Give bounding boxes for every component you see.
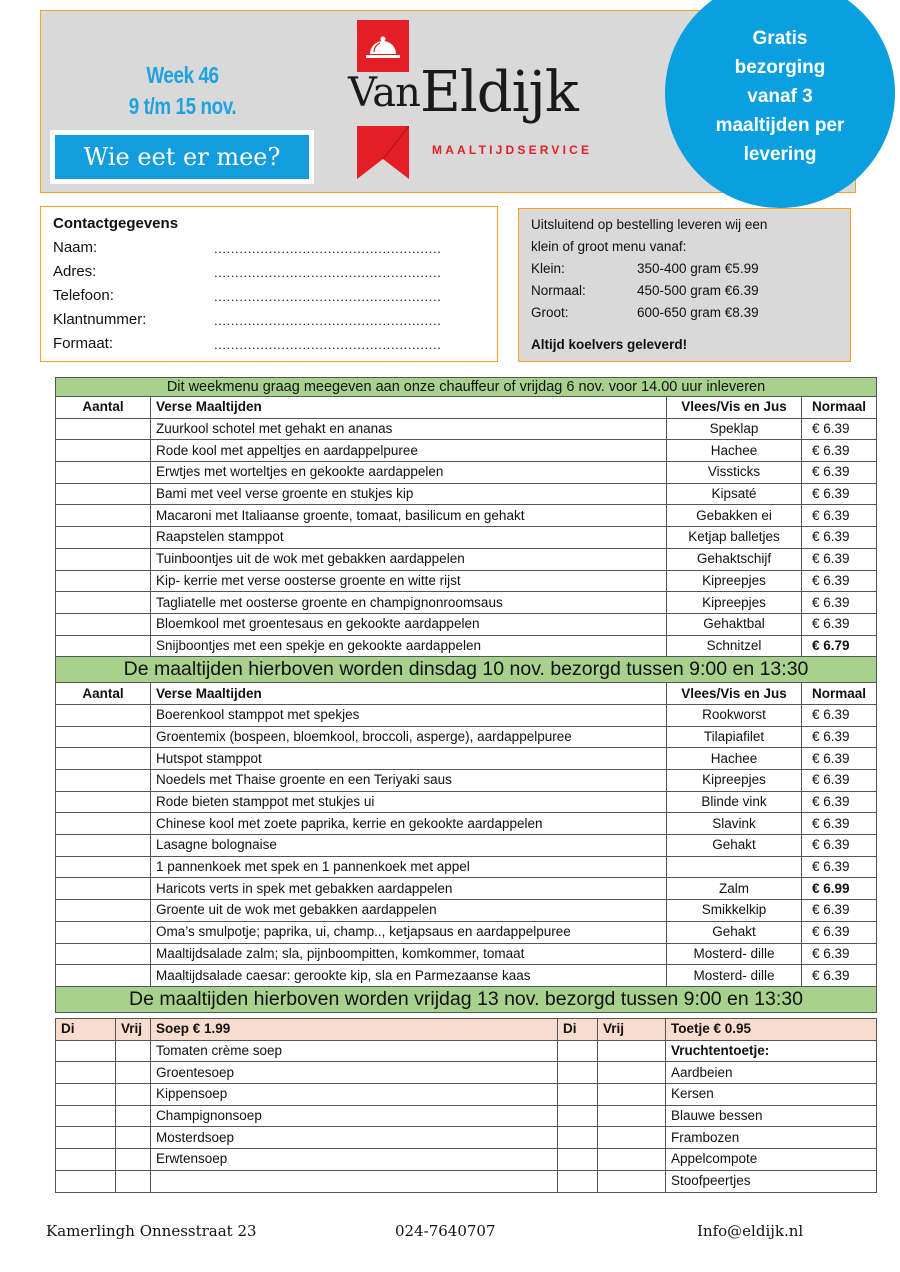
- field-label-adres: Adres:: [53, 263, 97, 280]
- meal-meat: Blinde vink: [667, 791, 802, 813]
- ribbon-logo-icon: [357, 126, 409, 179]
- info-note: Altijd koelvers geleverd!: [531, 337, 688, 352]
- soup-vrij-input[interactable]: [116, 1084, 151, 1106]
- meal-row: [56, 527, 877, 549]
- meal-meat: Hachee: [667, 440, 802, 462]
- header-vrij-soup: Vrij: [116, 1019, 151, 1041]
- meal-name: 1 pannenkoek met spek en 1 pannenkoek met appel: [151, 856, 667, 878]
- dessert-di-input[interactable]: [558, 1105, 598, 1127]
- field-label-telefoon: Telefoon:: [53, 287, 114, 304]
- quantity-input[interactable]: [56, 527, 151, 549]
- meal-row: [56, 548, 877, 570]
- quantity-input[interactable]: [56, 878, 151, 900]
- soup-name: Groentesoep: [151, 1062, 558, 1084]
- quantity-input[interactable]: [56, 462, 151, 484]
- field-formaat-input[interactable]: ......................................................: [214, 337, 442, 352]
- header-aantal: Aantal: [56, 683, 151, 705]
- meal-price: € 6.39: [802, 770, 877, 792]
- meal-meat: Zalm: [667, 878, 802, 900]
- soup-di-input[interactable]: [56, 1170, 116, 1192]
- meal-price: € 6.99: [802, 878, 877, 900]
- dessert-vrij-input[interactable]: [598, 1170, 666, 1192]
- meal-name: Chinese kool met zoete paprika, kerrie en gekookte aardappelen: [151, 813, 667, 835]
- brand-van: Van: [348, 70, 420, 116]
- quantity-input[interactable]: [56, 505, 151, 527]
- meal-meat: Gebakken ei: [667, 505, 802, 527]
- week-number: Week 46: [146, 62, 219, 88]
- field-telefoon-input[interactable]: ......................................................: [214, 289, 442, 304]
- meal-row: [56, 726, 877, 748]
- table-header-row: [56, 683, 877, 705]
- quantity-input[interactable]: [56, 483, 151, 505]
- meal-name: Zuurkool schotel met gehakt en ananas: [151, 418, 667, 440]
- meal-meat: Smikkelkip: [667, 900, 802, 922]
- contact-title: Contactgegevens: [53, 215, 179, 232]
- meal-name: Rode kool met appeltjes en aardappelpuree: [151, 440, 667, 462]
- soup-name: Tomaten crème soep: [151, 1040, 558, 1062]
- meal-meat: Speklap: [667, 418, 802, 440]
- dessert-vrij-input[interactable]: [598, 1040, 666, 1062]
- meal-row: [56, 592, 877, 614]
- meal-row: [56, 635, 877, 657]
- soup-di-input[interactable]: [56, 1105, 116, 1127]
- menu-table: [55, 377, 877, 1013]
- quantity-input[interactable]: [56, 635, 151, 657]
- meal-row: [56, 900, 877, 922]
- delivery-banner-row: [56, 986, 877, 1012]
- meal-price: € 6.39: [802, 613, 877, 635]
- soup-name: [151, 1170, 558, 1192]
- dessert-di-input[interactable]: [558, 1040, 598, 1062]
- field-label-klantnummer: Klantnummer:: [53, 311, 147, 328]
- field-naam-input[interactable]: ......................................................: [214, 241, 442, 256]
- meal-price: € 6.79: [802, 635, 877, 657]
- meal-price: € 6.39: [802, 570, 877, 592]
- quantity-input[interactable]: [56, 791, 151, 813]
- dessert-name: Stoofpeertjes: [666, 1170, 877, 1192]
- quantity-input[interactable]: [56, 813, 151, 835]
- quantity-input[interactable]: [56, 770, 151, 792]
- meal-row: [56, 570, 877, 592]
- meal-price: € 6.39: [802, 462, 877, 484]
- quantity-input[interactable]: [56, 548, 151, 570]
- meal-meat: Rookworst: [667, 704, 802, 726]
- dessert-name: Kersen: [666, 1084, 877, 1106]
- meal-meat: Ketjap balletjes: [667, 527, 802, 549]
- header-di-soup: Di: [56, 1019, 116, 1041]
- meal-price: € 6.39: [802, 418, 877, 440]
- meal-price: € 6.39: [802, 835, 877, 857]
- header-vrij-dessert: Vrij: [598, 1019, 666, 1041]
- soup-dessert-table: [55, 1018, 877, 1193]
- soup-di-input[interactable]: [56, 1084, 116, 1106]
- brand-subtitle: MAALTIJDSERVICE: [432, 143, 593, 157]
- info-line-2: klein of groot menu vanaf:: [531, 239, 687, 254]
- soup-di-input[interactable]: [56, 1040, 116, 1062]
- soup-name: Champignonsoep: [151, 1105, 558, 1127]
- meal-row: [56, 418, 877, 440]
- promo-line: levering: [743, 143, 817, 165]
- meal-name: Erwtjes met worteltjes en gekookte aardappelen: [151, 462, 667, 484]
- footer-address: Kamerlingh Onnesstraat 23: [46, 1222, 257, 1240]
- meal-row: [56, 791, 877, 813]
- field-klantnummer-input[interactable]: ......................................................: [214, 313, 442, 328]
- meal-row: [56, 856, 877, 878]
- size-info-box: [518, 208, 851, 362]
- info-line-1: Uitsluitend op bestelling leveren wij een: [531, 217, 768, 232]
- soup-dessert-row: [56, 1105, 877, 1127]
- meal-name: Tagliatelle met oosterse groente en champignonroomsaus: [151, 592, 667, 614]
- dessert-vrij-input[interactable]: [598, 1105, 666, 1127]
- meal-price: € 6.39: [802, 548, 877, 570]
- dessert-di-input[interactable]: [558, 1170, 598, 1192]
- table-header-row: [56, 397, 877, 419]
- promo-line: bezorging: [734, 56, 826, 78]
- meal-meat: Kipreepjes: [667, 770, 802, 792]
- header-vlees: Vlees/Vis en Jus: [667, 683, 802, 705]
- quantity-input[interactable]: [56, 440, 151, 462]
- header-normaal: Normaal: [802, 683, 877, 705]
- field-adres-input[interactable]: ......................................................: [214, 265, 442, 280]
- dessert-name: Vruchtentoetje:: [666, 1040, 877, 1062]
- meal-name: Noedels met Thaise groente en een Teriyaki saus: [151, 770, 667, 792]
- meal-meat: Mosterd- dille: [667, 943, 802, 965]
- meal-meat: Gehakt: [667, 921, 802, 943]
- meal-meat: Kipsaté: [667, 483, 802, 505]
- field-label-formaat: Formaat:: [53, 335, 114, 352]
- meal-price: € 6.39: [802, 813, 877, 835]
- meal-name: Rode bieten stamppot met stukjes ui: [151, 791, 667, 813]
- meal-price: € 6.39: [802, 965, 877, 987]
- meal-meat: Mosterd- dille: [667, 965, 802, 987]
- soup-di-input[interactable]: [56, 1127, 116, 1149]
- quantity-input[interactable]: [56, 613, 151, 635]
- meal-name: Boerenkool stamppot met spekjes: [151, 704, 667, 726]
- meal-row: [56, 921, 877, 943]
- meal-meat: Gehaktschijf: [667, 548, 802, 570]
- field-label-naam: Naam:: [53, 239, 98, 256]
- size-value-normaal: 450-500 gram €6.39: [637, 283, 759, 298]
- quantity-input[interactable]: [56, 965, 151, 987]
- delivery-banner: De maaltijden hierboven worden dinsdag 10 nov. bezorgd tussen 9:00 en 13:30: [56, 657, 877, 683]
- soup-dessert-row: [56, 1170, 877, 1192]
- quantity-input[interactable]: [56, 704, 151, 726]
- cloche-logo-icon: [357, 20, 409, 72]
- meal-meat: Kipreepjes: [667, 570, 802, 592]
- dessert-name: Appelcompote: [666, 1149, 877, 1171]
- meal-price: € 6.39: [802, 440, 877, 462]
- header-soep: Soep € 1.99: [151, 1019, 558, 1041]
- meal-name: Bami met veel verse groente en stukjes kip: [151, 483, 667, 505]
- header-toetje: Toetje € 0.95: [666, 1019, 877, 1041]
- order-banner: Dit weekmenu graag meegeven aan onze chauffeur of vrijdag 6 nov. voor 14.00 uur inleveren: [56, 378, 877, 397]
- meal-row: [56, 878, 877, 900]
- delivery-banner-row: [56, 657, 877, 683]
- meal-name: Lasagne bolognaise: [151, 835, 667, 857]
- quantity-input[interactable]: [56, 570, 151, 592]
- header-vlees: Vlees/Vis en Jus: [667, 397, 802, 419]
- soup-name: Mosterdsoep: [151, 1127, 558, 1149]
- meal-row: [56, 505, 877, 527]
- cta-box: [50, 130, 314, 184]
- soup-dessert-row: [56, 1040, 877, 1062]
- dessert-vrij-input[interactable]: [598, 1149, 666, 1171]
- meal-row: [56, 813, 877, 835]
- promo-line: vanaf 3: [747, 85, 813, 107]
- dessert-name: Blauwe bessen: [666, 1105, 877, 1127]
- week-dates: 9 t/m 15 nov.: [128, 93, 237, 119]
- dessert-di-input[interactable]: [558, 1062, 598, 1084]
- dessert-vrij-input[interactable]: [598, 1127, 666, 1149]
- meal-row: [56, 748, 877, 770]
- meal-row: [56, 462, 877, 484]
- size-value-klein: 350-400 gram €5.99: [637, 261, 759, 276]
- quantity-input[interactable]: [56, 592, 151, 614]
- meal-name: Oma’s smulpotje; paprika, ui, champ.., ketjapsaus en aardappelpuree: [151, 921, 667, 943]
- quantity-input[interactable]: [56, 856, 151, 878]
- soup-dessert-row: [56, 1084, 877, 1106]
- meal-row: [56, 835, 877, 857]
- meal-price: € 6.39: [802, 748, 877, 770]
- size-label-groot: Groot:: [531, 305, 569, 320]
- meal-name: Kip- kerrie met verse oosterse groente en witte rijst: [151, 570, 667, 592]
- dessert-name: Aardbeien: [666, 1062, 877, 1084]
- meal-price: € 6.39: [802, 483, 877, 505]
- header-maaltijden: Verse Maaltijden: [151, 397, 667, 419]
- meal-name: Maaltijdsalade zalm; sla, pijnboompitten, komkommer, tomaat: [151, 943, 667, 965]
- meal-meat: Gehaktbal: [667, 613, 802, 635]
- header-normaal: Normaal: [802, 397, 877, 419]
- promo-line: maaltijden per: [715, 114, 845, 136]
- dessert-name: Frambozen: [666, 1127, 877, 1149]
- header-aantal: Aantal: [56, 397, 151, 419]
- soup-vrij-input[interactable]: [116, 1040, 151, 1062]
- meal-meat: Vissticks: [667, 462, 802, 484]
- size-label-normaal: Normaal:: [531, 283, 586, 298]
- soup-vrij-input[interactable]: [116, 1127, 151, 1149]
- meal-row: [56, 483, 877, 505]
- meal-name: Groente uit de wok met gebakken aardappelen: [151, 900, 667, 922]
- soup-vrij-input[interactable]: [116, 1149, 151, 1171]
- brand-name: Eldijk: [420, 60, 578, 125]
- meal-price: € 6.39: [802, 704, 877, 726]
- meal-row: [56, 440, 877, 462]
- meal-name: Raapstelen stamppot: [151, 527, 667, 549]
- quantity-input[interactable]: [56, 900, 151, 922]
- soup-header-row: [56, 1019, 877, 1041]
- meal-price: € 6.39: [802, 726, 877, 748]
- soup-dessert-row: [56, 1127, 877, 1149]
- meal-price: € 6.39: [802, 856, 877, 878]
- meal-price: € 6.39: [802, 791, 877, 813]
- soup-name: Kippensoep: [151, 1084, 558, 1106]
- dessert-di-input[interactable]: [558, 1149, 598, 1171]
- soup-vrij-input[interactable]: [116, 1105, 151, 1127]
- soup-di-input[interactable]: [56, 1149, 116, 1171]
- meal-meat: Slavink: [667, 813, 802, 835]
- meal-row: [56, 770, 877, 792]
- meal-name: Groentemix (bospeen, bloemkool, broccoli, asperge), aardappelpuree: [151, 726, 667, 748]
- order-banner-row: [56, 378, 877, 397]
- dessert-di-input[interactable]: [558, 1084, 598, 1106]
- meal-name: Hutspot stamppot: [151, 748, 667, 770]
- meal-row: [56, 965, 877, 987]
- promo-line: Gratis: [752, 27, 808, 49]
- soup-name: Erwtensoep: [151, 1149, 558, 1171]
- meal-price: € 6.39: [802, 943, 877, 965]
- meal-name: Maaltijdsalade caesar: gerookte kip, sla en Parmezaanse kaas: [151, 965, 667, 987]
- meal-meat: Schnitzel: [667, 635, 802, 657]
- meal-name: Bloemkool met groentesaus en gekookte aardappelen: [151, 613, 667, 635]
- meal-price: € 6.39: [802, 900, 877, 922]
- meal-name: Haricots verts in spek met gebakken aardappelen: [151, 878, 667, 900]
- footer-phone: 024-7640707: [395, 1222, 496, 1240]
- cta-label: Wie eet er mee?: [55, 135, 309, 179]
- quantity-input[interactable]: [56, 748, 151, 770]
- meal-meat: Tilapiafilet: [667, 726, 802, 748]
- soup-vrij-input[interactable]: [116, 1170, 151, 1192]
- meal-meat: Kipreepjes: [667, 592, 802, 614]
- dessert-vrij-input[interactable]: [598, 1084, 666, 1106]
- meal-row: [56, 943, 877, 965]
- meal-price: € 6.39: [802, 921, 877, 943]
- quantity-input[interactable]: [56, 726, 151, 748]
- meal-price: € 6.39: [802, 592, 877, 614]
- footer-email[interactable]: Info@eldijk.nl: [697, 1222, 804, 1240]
- soup-di-input[interactable]: [56, 1062, 116, 1084]
- soup-dessert-row: [56, 1062, 877, 1084]
- contact-form: [40, 206, 498, 362]
- size-value-groot: 600-650 gram €8.39: [637, 305, 759, 320]
- week-label: [123, 60, 242, 122]
- size-label-klein: Klein:: [531, 261, 565, 276]
- dessert-vrij-input[interactable]: [598, 1062, 666, 1084]
- quantity-input[interactable]: [56, 943, 151, 965]
- meal-price: € 6.39: [802, 527, 877, 549]
- meal-meat: Hachee: [667, 748, 802, 770]
- soup-dessert-row: [56, 1149, 877, 1171]
- meal-row: [56, 613, 877, 635]
- meal-price: € 6.39: [802, 505, 877, 527]
- quantity-input[interactable]: [56, 921, 151, 943]
- delivery-banner: De maaltijden hierboven worden vrijdag 13 nov. bezorgd tussen 9:00 en 13:30: [56, 986, 877, 1012]
- meal-name: Snijboontjes met een spekje en gekookte aardappelen: [151, 635, 667, 657]
- quantity-input[interactable]: [56, 835, 151, 857]
- header-di-dessert: Di: [558, 1019, 598, 1041]
- meal-row: [56, 704, 877, 726]
- meal-name: Macaroni met Italiaanse groente, tomaat, basilicum en gehakt: [151, 505, 667, 527]
- dessert-di-input[interactable]: [558, 1127, 598, 1149]
- meal-meat: Gehakt: [667, 835, 802, 857]
- header-maaltijden: Verse Maaltijden: [151, 683, 667, 705]
- soup-vrij-input[interactable]: [116, 1062, 151, 1084]
- meal-meat: [667, 856, 802, 878]
- meal-name: Tuinboontjes uit de wok met gebakken aardappelen: [151, 548, 667, 570]
- quantity-input[interactable]: [56, 418, 151, 440]
